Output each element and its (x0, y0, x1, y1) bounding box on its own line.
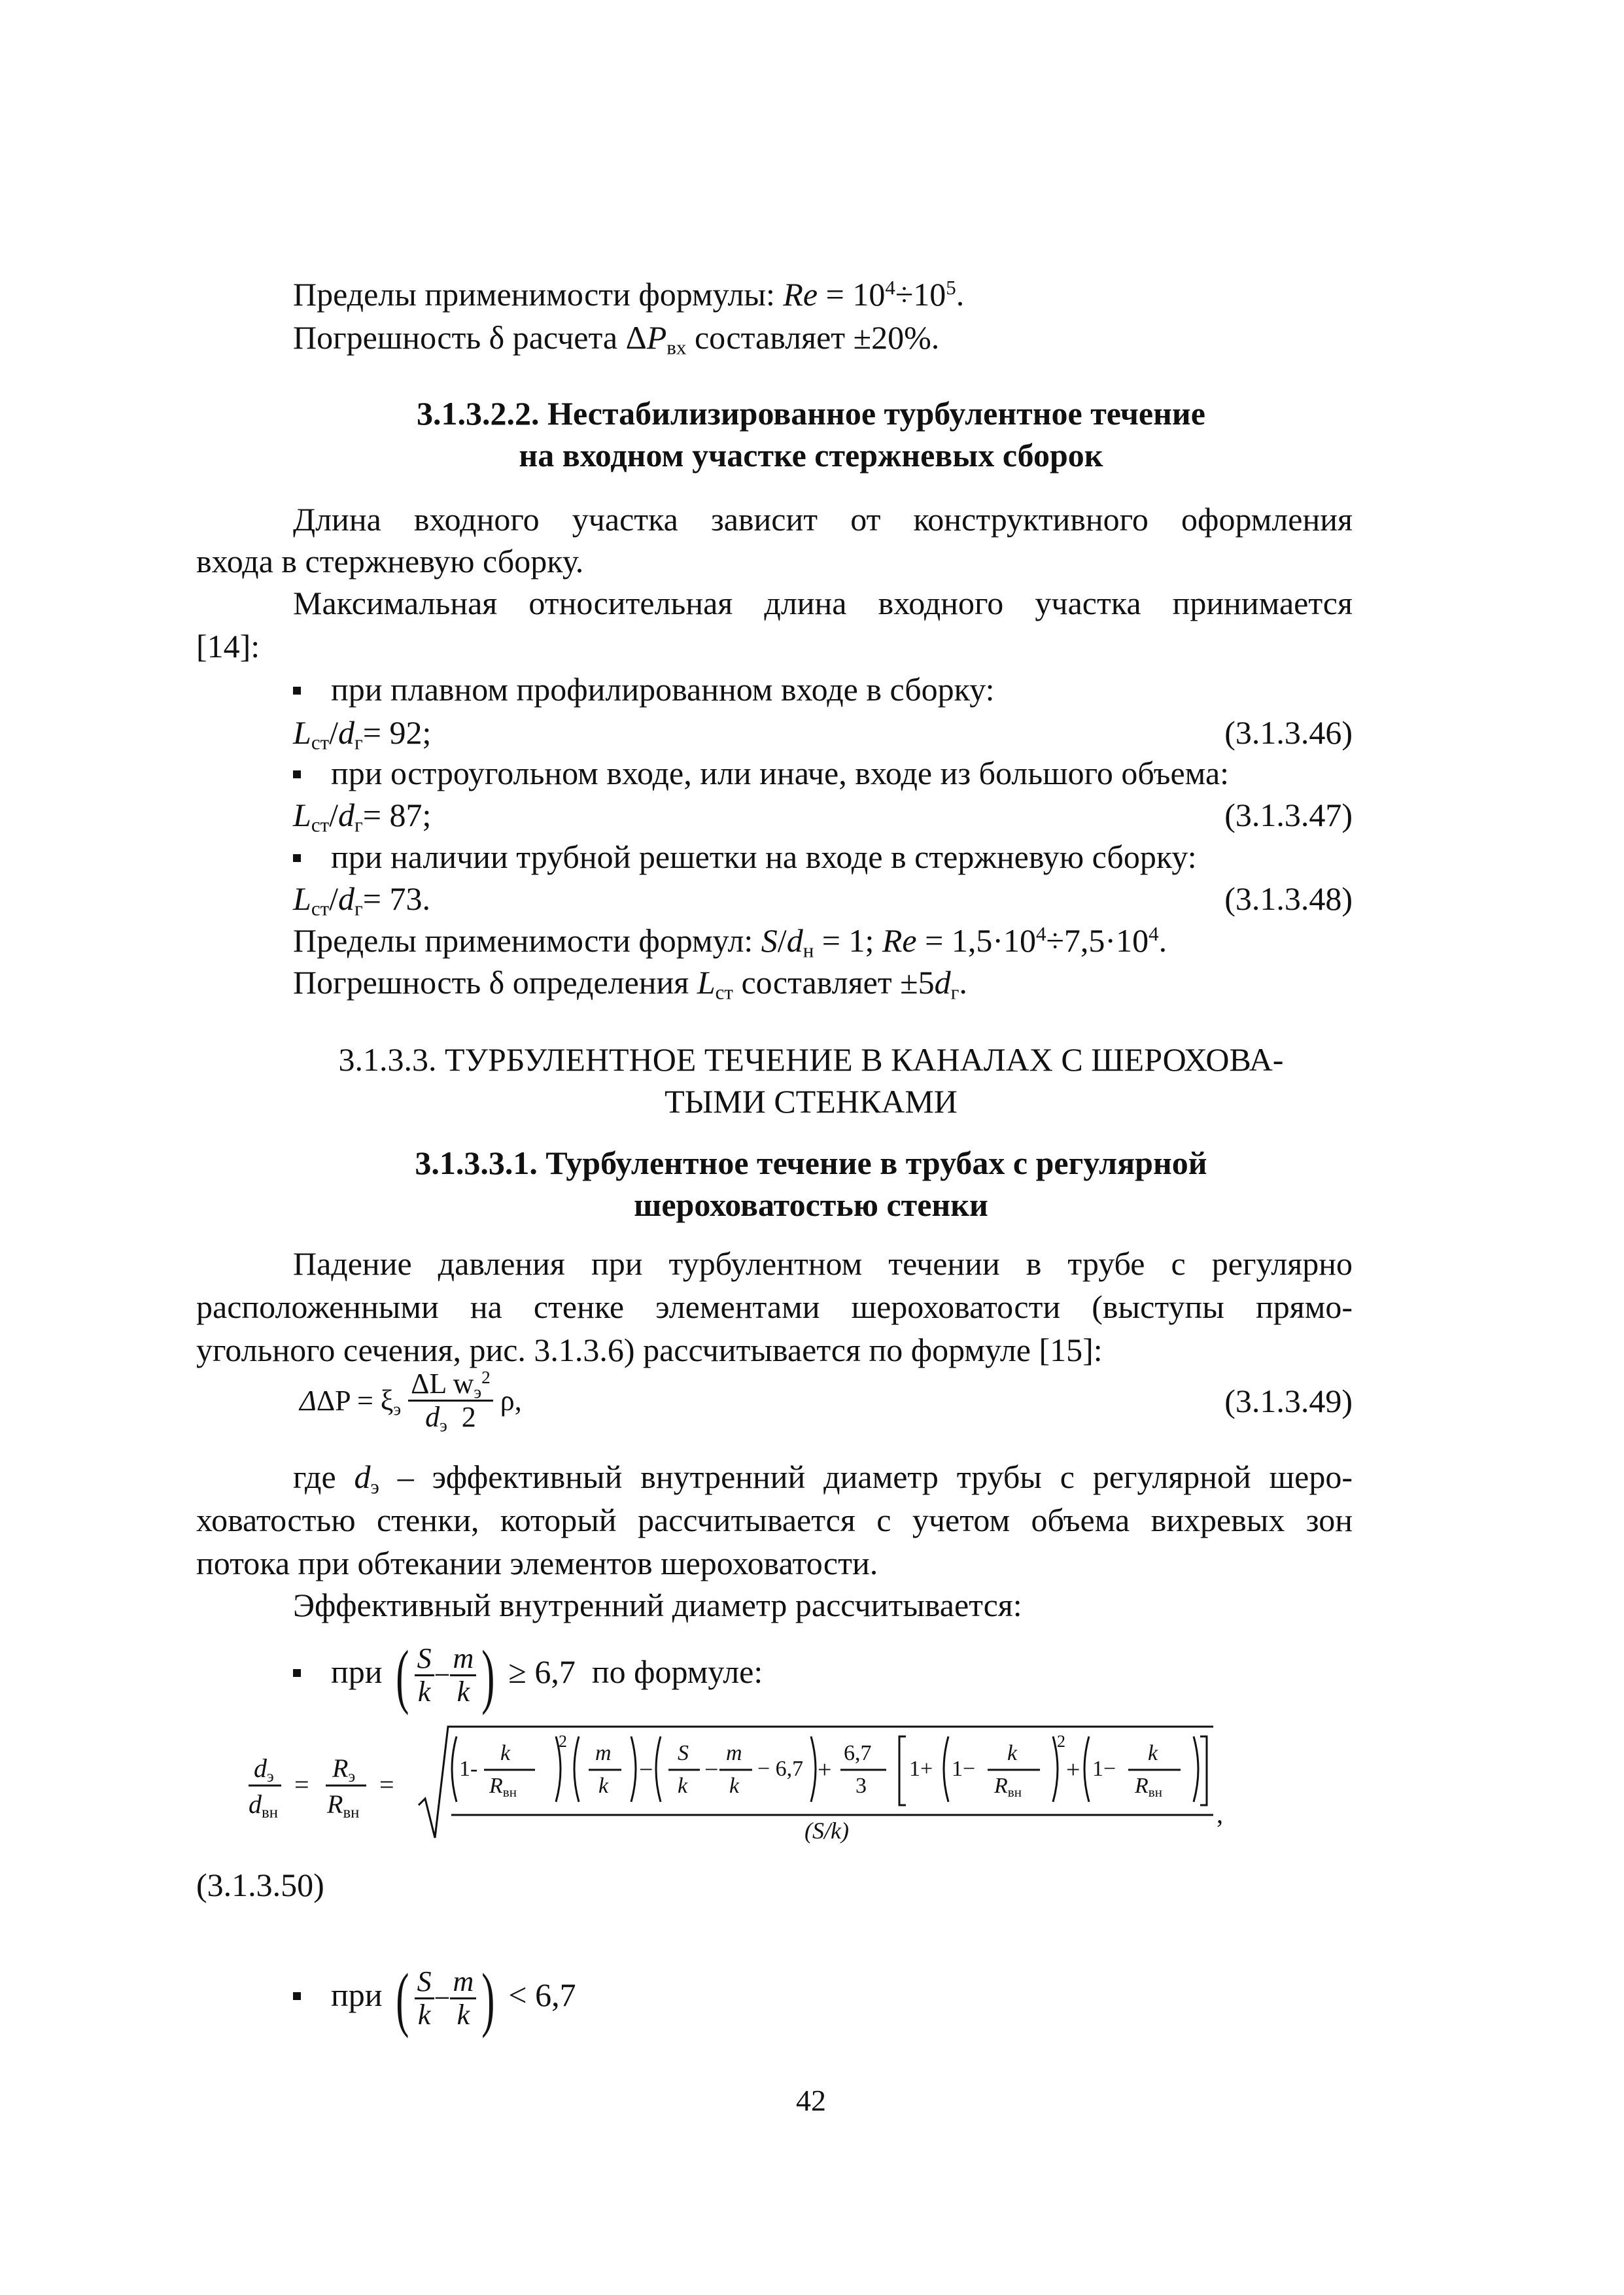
equation-number-47: (3.1.3.47) (1224, 797, 1353, 833)
where-definition-l2: ховатостью стенки, который рассчитывается с учетом объема вихревых зон (196, 1502, 1353, 1538)
equation-3-1-3-50: $d_э$ $d_{вн}$ = $R_э$ $R_{вн}$ = 1- k $R_{вн}$ 2 m k − S k − m k − 6,7 + 6,7 3 1+ 1− k $R_{вн}$ 2 + 1− k $R_{вн}$ (S/k) , (249, 1714, 1256, 1844)
equation-number-46: (3.1.3.46) (1224, 714, 1353, 751)
paragraph-pressure-drop: Падение давления при турбулентном течении в трубе с регулярно (293, 1245, 1353, 1282)
case-1-condition: при ( $\frac{S}{k}$ − $\frac{m}{k}$ ) ≥ 6,7 по формуле: (293, 1639, 763, 1712)
equation-3-1-3-49: $\Delta\Delta P = \xi_э$ $\frac{\Delta L w_э^2}{d_э 2}$ ρ, (300, 1368, 522, 1436)
where-definition-l3: потока при обтекании элементов шероховатости. (196, 1545, 878, 1581)
case-2-condition: при ( $\frac{S}{k}$ − $\frac{m}{k}$ ) < 6,7 (293, 1962, 576, 2035)
equation-number-50: (3.1.3.50) (196, 1867, 324, 1903)
list-item-smooth-inlet: при плавном профилированном входе в сборку: (293, 668, 995, 710)
paragraph-pressure-drop-l2: расположенными на стенке элементами шероховатости (выступы прямо- (196, 1288, 1353, 1325)
bullet-icon (293, 770, 301, 778)
where-definition: где $d_э$ – эффективный внутренний диаметр трубы с регулярной шеро- (293, 1458, 1353, 1498)
bullet-icon (293, 854, 301, 862)
error-determination: Погрешность δ определения $L_{ст}$ составляет $\pm 5d_г$. (293, 964, 967, 1004)
applicability-limits: Пределы применимости формул: $S/d_н = 1$; $Re = 1,5\cdot 10^4\div 7,5\cdot 10^4$. (293, 922, 1167, 962)
page-number: 42 (796, 2084, 826, 2117)
bullet-icon (293, 687, 301, 695)
equation-number-49: (3.1.3.49) (1224, 1383, 1353, 1419)
section-title-3-1-3-3: 3.1.3.3. ТУРБУЛЕНТНОЕ ТЕЧЕНИЕ В КАНАЛАХ С ШЕРОХОВА- ТЫМИ СТЕНКАМИ (338, 1041, 1284, 1120)
formula-3-1-3-47: $L_{ст}/d_г= 87$; (293, 797, 432, 837)
applicability-line: Пределы применимости формулы: $Re = 10^4\div 10^5$. (293, 275, 965, 313)
formula-3-1-3-48: $L_{ст}/d_г= 73$. (293, 880, 430, 920)
effective-diameter-intro: Эффективный внутренний диаметр рассчитывается: (293, 1587, 1022, 1623)
list-item-tube-grid: при наличии трубной решетки на входе в стержневую сборку: (293, 836, 1197, 878)
paragraph-entry-length-cont: входа в стержневую сборку. (196, 543, 584, 579)
section-title-3-1-3-2-2: 3.1.3.2.2. Нестабилизированное турбулентное течение на входном участке стержневых сборок (417, 395, 1205, 474)
paragraph-max-length-ref: [14]: (196, 628, 260, 664)
section-title-3-1-3-3-1: 3.1.3.3.1. Турбулентное течение в трубах с регулярной шероховатостью стенки (415, 1145, 1207, 1223)
error-line: Погрешность δ расчета $\Delta P_{вх}$ составляет ±20%. (293, 319, 940, 359)
bullet-icon (293, 1992, 301, 2000)
paragraph-max-length: Максимальная относительная длина входного участка принимается (293, 585, 1353, 621)
paragraph-pressure-drop-l3: угольного сечения, рис. 3.1.3.6) рассчитывается по формуле [15]: (196, 1332, 1103, 1368)
formula-3-1-3-46: $L_{ст}/d_г= 92$; (293, 714, 432, 754)
list-item-sharp-inlet: при остроугольном входе, или иначе, входе из большого объема: (293, 752, 1229, 794)
bullet-icon (293, 1669, 301, 1677)
equation-number-48: (3.1.3.48) (1224, 880, 1353, 917)
paragraph-entry-length: Длина входного участка зависит от конструктивного оформления (293, 501, 1353, 538)
